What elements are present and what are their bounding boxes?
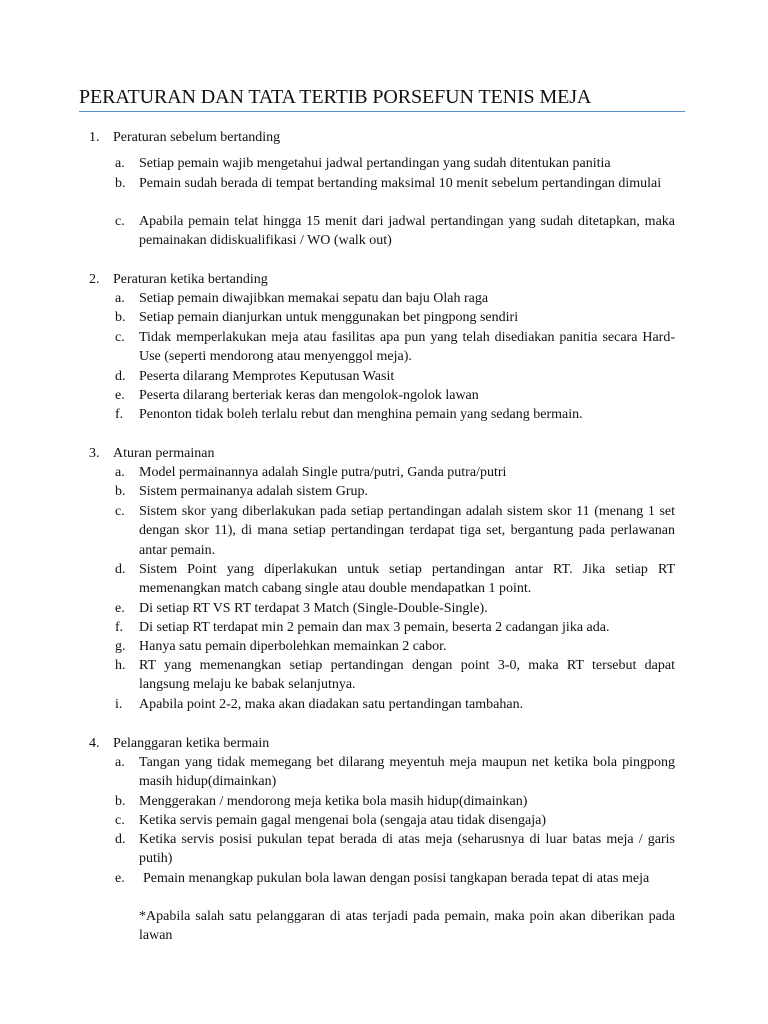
- title-underline: [79, 111, 685, 112]
- list-item: [115, 792, 675, 811]
- item-letter: d.: [115, 832, 126, 847]
- item-text: Apabila pemain telat hingga 15 menit dari jadwal pertandingan yang sudah ditetapkan, maka pemainakan didiskualifikasi / WO (walk out): [139, 214, 675, 249]
- list-item: [115, 212, 675, 251]
- section-title: Pelanggaran ketika bermain: [113, 736, 270, 751]
- list-item: [115, 869, 675, 888]
- item-letter: b.: [115, 794, 126, 809]
- item-text: Ketika servis pemain gagal mengenai bola (sengaja atau tidak disengaja): [139, 813, 547, 828]
- section-number: 3.: [89, 446, 100, 461]
- item-text: Di setiap RT terdapat min 2 pemain dan max 3 pemain, beserta 2 cadangan jika ada.: [139, 620, 610, 635]
- document-title: PERATURAN DAN TATA TERTIB PORSEFUN TENIS MEJA: [79, 86, 592, 108]
- section-number: 4.: [89, 736, 100, 751]
- list-item: [115, 289, 675, 308]
- item-text: Apabila point 2-2, maka akan diadakan satu pertandingan tambahan.: [139, 697, 524, 712]
- list-item: [115, 463, 675, 482]
- list-item: [115, 560, 675, 599]
- section-2-heading: [89, 270, 389, 289]
- item-text: Pemain sudah berada di tempat bertanding maksimal 10 menit sebelum pertandingan dimulai: [139, 176, 662, 191]
- section-number: 1.: [89, 130, 100, 145]
- section-title: Peraturan ketika bertanding: [113, 272, 268, 287]
- item-letter: a.: [115, 156, 125, 171]
- item-letter: b.: [115, 176, 126, 191]
- list-item: [115, 482, 675, 501]
- section-title: Aturan permainan: [113, 446, 215, 461]
- item-text: Peserta dilarang Memprotes Keputusan Wasit: [139, 369, 395, 384]
- item-text: Tangan yang tidak memegang bet dilarang meyentuh meja maupun net ketika bola pingpong masih hidup(dimainkan): [139, 755, 675, 790]
- item-letter: i.: [115, 697, 123, 712]
- list-item: [115, 695, 675, 714]
- item-text: Tidak memperlakukan meja atau fasilitas apa pun yang telah disediakan panitia secara Hard-Use (seperti mendorong atau menyenggol meja).: [139, 330, 675, 365]
- list-item: [115, 154, 675, 173]
- item-text: Ketika servis posisi pukulan tepat berada di atas meja (seharusnya di luar batas meja / garis putih): [139, 832, 675, 867]
- item-text: Sistem Point yang diperlakukan untuk setiap pertandingan antar RT. Jika setiap RT memenangkan match cabang single atau double mendapatkan 1 point.: [139, 562, 675, 597]
- list-item: [115, 599, 675, 618]
- section-1-heading: [89, 128, 389, 147]
- list-item: [115, 174, 675, 193]
- item-letter: f.: [115, 620, 124, 635]
- item-text: Setiap pemain wajib mengetahui jadwal pertandingan yang sudah ditentukan panitia: [139, 156, 611, 171]
- item-letter: e.: [115, 388, 125, 403]
- item-text: Pemain menangkap pukulan bola lawan dengan posisi tangkapan berada tepat di atas meja: [143, 871, 650, 886]
- item-letter: c.: [115, 214, 125, 229]
- section-note: [115, 907, 675, 946]
- item-letter: h.: [115, 658, 126, 673]
- list-item: [115, 618, 675, 637]
- list-item: [115, 811, 675, 830]
- list-item: [115, 328, 675, 367]
- section-4-heading: [89, 734, 389, 753]
- list-item: [115, 405, 675, 424]
- item-letter: a.: [115, 465, 125, 480]
- item-text: Model permainannya adalah Single putra/putri, Ganda putra/putri: [139, 465, 507, 480]
- item-letter: a.: [115, 755, 125, 770]
- list-item: [115, 830, 675, 869]
- item-letter: g.: [115, 639, 126, 654]
- item-text: Penonton tidak boleh terlalu rebut dan menghina pemain yang sedang bermain.: [139, 407, 583, 422]
- section-title: Peraturan sebelum bertanding: [113, 130, 281, 145]
- item-text: Setiap pemain diwajibkan memakai sepatu dan baju Olah raga: [139, 291, 489, 306]
- item-letter: d.: [115, 562, 126, 577]
- section-number: 2.: [89, 272, 100, 287]
- item-letter: a.: [115, 291, 125, 306]
- item-text: Setiap pemain dianjurkan untuk menggunakan bet pingpong sendiri: [139, 310, 519, 325]
- item-letter: d.: [115, 369, 126, 384]
- list-item: [115, 386, 675, 405]
- item-letter: f.: [115, 407, 124, 422]
- item-letter: c.: [115, 813, 125, 828]
- item-letter: e.: [115, 871, 125, 886]
- item-letter: c.: [115, 504, 125, 519]
- item-text: Sistem permainanya adalah sistem Grup.: [139, 484, 368, 499]
- item-text: Di setiap RT VS RT terdapat 3 Match (Single-Double-Single).: [139, 601, 488, 616]
- item-text: RT yang memenangkan setiap pertandingan dengan point 3-0, maka RT tersebut dapat langsung melaju ke babak selanjutnya.: [139, 658, 675, 693]
- item-letter: c.: [115, 330, 125, 345]
- list-item: [115, 637, 675, 656]
- item-letter: b.: [115, 310, 126, 325]
- item-text: Hanya satu pemain diperbolehkan memainkan 2 cabor.: [139, 639, 447, 654]
- list-item: [115, 308, 675, 327]
- item-text: Sistem skor yang diberlakukan pada setiap pertandingan adalah sistem skor 11 (menang 1 set dengan skor 11), di mana setiap pertandingan terdapat tiga set, bergantung pada perlawanan antar pemain.: [139, 504, 675, 558]
- note-text: *Apabila salah satu pelanggaran di atas terjadi pada pemain, maka poin akan diberikan pada lawan: [139, 909, 675, 944]
- list-item: [115, 502, 675, 560]
- item-letter: e.: [115, 601, 125, 616]
- list-item: [115, 367, 675, 386]
- list-item: [115, 753, 675, 792]
- item-text: Peserta dilarang berteriak keras dan mengolok-ngolok lawan: [139, 388, 479, 403]
- item-text: Menggerakan / mendorong meja ketika bola masih hidup(dimainkan): [139, 794, 528, 809]
- list-item: [115, 656, 675, 695]
- item-letter: b.: [115, 484, 126, 499]
- section-3-heading: [89, 444, 389, 463]
